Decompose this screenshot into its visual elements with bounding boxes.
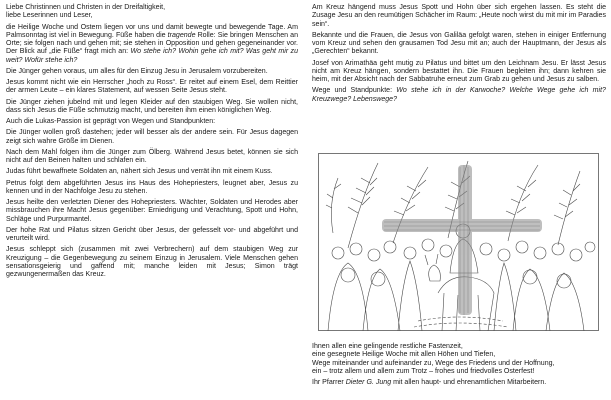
- paragraph: Jesus heilte den verletzten Diener des Hohepriesters. Wächter, Soldaten und Herodes aber missbrauchen ihre Macht Jesus gegenüber: Erniedrigung und Verachtung, Spott und Hohn, Schläge und Purpurmantel.: [6, 199, 298, 223]
- closing-block: [312, 343, 606, 390]
- closing-line: Ihnen allen eine gelingende restliche Fastenzeit,: [312, 343, 463, 350]
- paragraph-question: Wege und Standpunkte: Wo stehe ich in der Karwoche? Welche Wege gehe ich mit? Kreuzwege? Lebenswege?: [312, 87, 606, 103]
- closing-line: ein – trotz allem und allem zum Trotz – frohes und friedvolles Osterfest!: [312, 367, 535, 375]
- pastor-name: Dieter G. Jung: [345, 379, 392, 386]
- closing-line: eine gesegnete Heilige Woche mit allen Höhen und Tiefen,: [312, 351, 496, 359]
- right-column: [312, 4, 606, 107]
- palm-sunday-illustration: [318, 153, 599, 331]
- paragraph: Bekannte und die Frauen, die Jesus von Galiläa gefolgt waren, stehen in einiger Entfernung vom Kreuz und sehen den grausamen Tod Jesu mit an; auch der Hauptmann, der Jesus als „Gerechten“ bekannt.: [312, 31, 606, 56]
- paragraph-intro: die Heilige Woche und Ostern liegen vor uns und damit bewegte und bewegende Tage. Am Palmsonntag ist viel in Bewegung. Füße haben die tragende Rolle: Sie bringen Menschen an Orte; sie folgen nach und gehen mit; sie stehen in Opposition und gehen gegeneinander vor. Der Blick auf „die Füße“ fragt mich an: Wo stehe ich? Wohin gehe ich mit? Was geht mir zu weit? Wofür stehe ich?: [6, 23, 299, 64]
- paragraph: Die Jünger ziehen jubelnd mit und legen Kleider auf den staubigen Weg. Sie wollen nicht, dass sich Jesus die Füße schmutzig macht, und bereiten ihm einen königlichen Weg.: [6, 98, 298, 114]
- paragraph: Der hohe Rat und Pilatus sitzen Gericht über Jesus, der gefesselt vor- und abgeführt und verurteilt wird.: [6, 226, 298, 242]
- paragraph: Judas führt bewaffnete Soldaten an, nähert sich Jesus und verrät ihn mit einem Kuss.: [6, 168, 273, 176]
- signature: Ihr Pfarrer Dieter G. Jung mit allen haupt- und ehrenamtlichen Mitarbeitern.: [312, 379, 547, 386]
- paragraph: Jesus schleppt sich (zusammen mit zwei Verbrechern) auf dem staubigen Weg zur Kreuzigung – die Gegenbewegung zu seinem Einzug in Jerusalem. Viele Menschen gehen sensationsgeierig und gaffend mit; manche leiden mit Jesus; Simon trägt gezwungenermaßen das Kreuz.: [6, 246, 298, 278]
- closing-wishes: [312, 343, 606, 376]
- paragraph: Die Jünger wollen groß dastehen; jeder will besser als der andere sein. Für Jesus dagegen zeigt sich wahre Größe im Dienen.: [6, 129, 298, 145]
- paragraph: Auch die Lukas-Passion ist geprägt von Wegen und Standpunkten:: [6, 118, 216, 125]
- closing-line: Wege miteinander und aufeinander zu, Wege des Friedens und der Hoffnung,: [312, 359, 555, 367]
- paragraph: Jesus kommt nicht wie ein Herrscher „hoch zu Ross“. Er reitet auf einem Esel, dem Reittier der armen Leute – ein klares Statement, auf wessen Seite Jesus steht.: [6, 79, 298, 95]
- greeting-line-2: liebe Leserinnen und Leser,: [6, 12, 93, 20]
- greeting-line-1: Liebe Christinnen und Christen in der Dreifaltigkeit,: [6, 4, 166, 11]
- paragraph: Petrus folgt dem abgeführten Jesus ins Haus des Hohepriesters, leugnet aber, Jesus zu kennen und in der Nachfolge Jesu zu stehen.: [6, 179, 298, 195]
- paragraph: Am Kreuz hängend muss Jesus Spott und Hohn über sich ergehen lassen. Es steht die Zusage Jesu an den reumütigen Schächer im Raum: „Heute noch wirst du mit mir im Paradies sein“.: [312, 4, 606, 28]
- left-column: [6, 4, 298, 282]
- paragraph: Nach dem Mahl folgen ihm die Jünger zum Ölberg. Während Jesus betet, können sie sich nicht auf den Beinen halten und schlafen ein.: [6, 148, 298, 164]
- paragraph: Die Jünger gehen voraus, um alles für den Einzug Jesu in Jerusalem vorzubereiten.: [6, 67, 268, 75]
- paragraph: Josef von Arimathäa geht mutig zu Pilatus und bittet um den Leichnam Jesu. Er lässt Jesus nicht am Kreuz hängen, sondern bestattet ihn. Die Frauen begleiten ihn; dann kehren sie heim, mit der Absicht nach der Sabbatruhe erneut zum Grab zu gehen und Jesus zu salben.: [312, 59, 606, 83]
